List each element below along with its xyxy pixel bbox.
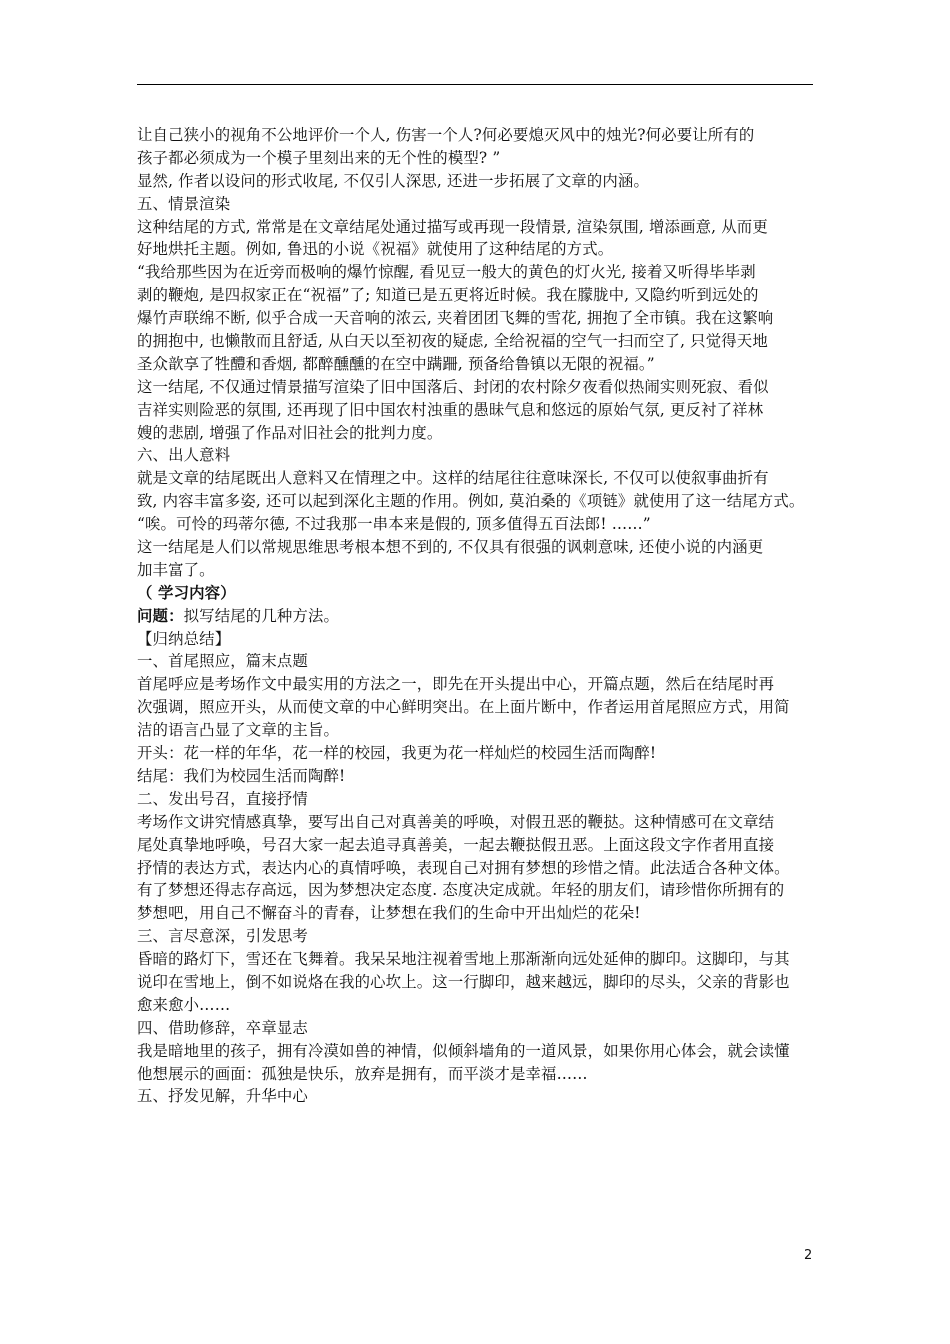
quote-line: 剥的鞭炮, 是四叔家正在“祝福”了; 知道已是五更将近时候。我在朦胧中, 又隐约听到远处的 <box>137 286 759 305</box>
section-heading: 一、首尾照应，篇末点题 <box>137 652 308 671</box>
text-line: 昏暗的路灯下，雪还在飞舞着。我呆呆地注视着雪地上那渐渐向远处延伸的脚印。这脚印，与其 <box>137 950 790 969</box>
section-heading: 三、言尽意深，引发思考 <box>137 927 308 946</box>
text-line: 他想展示的画面：孤独是快乐，放弃是拥有，而平淡才是幸福…… <box>137 1064 588 1083</box>
text-line: 显然, 作者以设问的形式收尾, 不仅引人深思, 还进一步拓展了文章的内涵。 <box>137 171 650 190</box>
section-heading: 五、情景渲染 <box>137 194 231 213</box>
section-heading: 四、借助修辞，卒章显志 <box>137 1018 308 1037</box>
text-line: 次强调，照应开头，从而使文章的中心鲜明突出。在上面片断中，作者运用首尾照应方式，用简 <box>137 698 790 717</box>
text-line: 嫂的悲剧, 增强了作品对旧社会的批判力度。 <box>137 423 443 442</box>
quote-line: “唉。可怜的玛蒂尔德, 不过我那一串本来是假的, 顶多值得五百法郎! ……” <box>137 515 651 534</box>
section-heading: 六、出人意料 <box>137 446 231 465</box>
summary-heading: 【归纳总结】 <box>137 629 231 648</box>
learning-content-heading: （ 学习内容） <box>137 583 236 602</box>
text-line: 说印在雪地上，倒不如说烙在我的心坎上。这一行脚印，越来越远，脚印的尽头，父亲的背影也 <box>137 972 790 991</box>
text-line: 吉祥实则险恶的氛围, 还再现了旧中国农村浊重的愚昧气息和悠远的原始气氛, 更反衬了祥林 <box>137 400 764 419</box>
quote-line: 圣众歆享了牲醴和香烟, 都醉醺醺的在空中蹒跚, 预备给鲁镇以无限的祝福。” <box>137 354 655 373</box>
quote-line: 的拥抱中, 也懒散而且舒适, 从白天以至初夜的疑虑, 全给祝福的空气一扫而空了, 只觉得天地 <box>137 332 768 351</box>
text-line: 首尾呼应是考场作文中最实用的方法之一，即先在开头提出中心，开篇点题，然后在结尾时再 <box>137 675 775 694</box>
text-line: 这种结尾的方式, 常常是在文章结尾处通过描写或再现一段情景, 渲染氛围, 增添画意, 从而更 <box>137 217 768 236</box>
section-heading: 五、抒发见解，升华中心 <box>137 1087 308 1106</box>
text-line: 致, 内容丰富多姿, 还可以起到深化主题的作用。例如, 莫泊桑的《项链》就使用了这一结尾方式。 <box>137 492 805 511</box>
question-line <box>137 605 813 628</box>
text-line: 我是暗地里的孩子，拥有冷漠如兽的神情，似倾斜墙角的一道风景，如果你用心体会，就会读懂 <box>137 1041 790 1060</box>
text-line: 加丰富了。 <box>137 560 215 579</box>
question-text: 拟写结尾的几种方法。 <box>183 606 340 625</box>
page-number: 2 <box>804 1248 813 1263</box>
section-heading: 二、发出号召，直接抒情 <box>137 789 308 808</box>
text-line: 这一结尾, 不仅通过情景描写渲染了旧中国落后、封闭的农村除夕夜看似热闹实则死寂、看似 <box>137 377 769 396</box>
text-line: 有了梦想还得志存高远，因为梦想决定态度. 态度决定成就。年轻的朋友们，请珍惜你所拥有的 <box>137 881 785 900</box>
text-line: 结尾：我们为校园生活而陶醉! <box>137 766 346 785</box>
text-line: 开头：花一样的年华，花一样的校园，我更为花一样灿烂的校园生活而陶醉! <box>137 744 657 763</box>
text-line: 让自己狭小的视角不公地评价一个人, 伤害一个人?何必要熄灭风中的烛光?何必要让所有的 <box>137 126 755 144</box>
text-line: 孩子都必须成为一个模子里刻出来的无个性的模型? ” <box>137 148 501 167</box>
document-body <box>137 124 813 1108</box>
quote-line: 爆竹声联绵不断, 似乎合成一天音响的浓云, 夹着团团飞舞的雪花, 拥抱了全市镇。我在这繁响 <box>137 309 774 328</box>
text-line: 抒情的表达方式，表达内心的真情呼唤，表现自己对拥有梦想的珍惜之情。此法适合各种文体。 <box>137 858 790 877</box>
header-rule <box>137 84 813 85</box>
text-line: 梦想吧，用自己不懈奋斗的青春，让梦想在我们的生命中开出灿烂的花朵! <box>137 904 641 923</box>
text-line: 好地烘托主题。例如, 鲁迅的小说《祝福》就使用了这种结尾的方式。 <box>137 240 614 259</box>
text-line: 愈来愈小…… <box>137 995 231 1014</box>
question-label: 问题： <box>137 606 184 625</box>
text-line: 考场作文讲究情感真挚，要写出自己对真善美的呼唤，对假丑恶的鞭挞。这种情感可在文章结 <box>137 812 775 831</box>
text-line: 洁的语言凸显了文章的主旨。 <box>137 721 340 740</box>
text-line: 尾处真挚地呼唤，号召大家一起去追寻真善美，一起去鞭挞假丑恶。上面这段文字作者用直接 <box>137 835 775 854</box>
quote-line: “我给那些因为在近旁而极响的爆竹惊醒, 看见豆一般大的黄色的灯火光, 接着又听得毕毕剥 <box>137 263 756 282</box>
text-line: 就是文章的结尾既出人意料又在情理之中。这样的结尾往往意味深长, 不仅可以使叙事曲折有 <box>137 469 769 488</box>
text-line: 这一结尾是人们以常规思维思考根本想不到的, 不仅具有很强的讽刺意味, 还使小说的内涵更 <box>137 538 764 557</box>
